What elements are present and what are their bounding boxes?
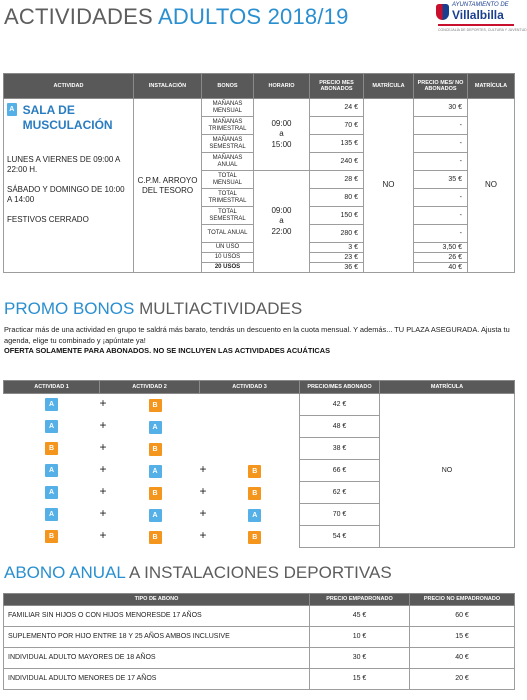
table-row (4, 99, 515, 117)
col-header: MATRÍCULA (380, 381, 515, 394)
col-header: PRECIO/MES ABONADO (300, 381, 380, 394)
plus-sign: + (199, 528, 207, 542)
price-empadronado: 10 € (310, 627, 410, 648)
logo-tagline: CONCEJALÍA DE DEPORTES, CULTURA Y JUVENTUD (438, 28, 527, 32)
horario-full: 09:00 a 22:00 (254, 171, 310, 273)
price-abonado: 70 € (310, 117, 364, 135)
page-title (4, 4, 349, 30)
activity-badge-a: A (45, 420, 58, 433)
price-no-empadronado: 20 € (410, 669, 515, 690)
bono-label: UN USO (202, 243, 254, 253)
title-part2: ADULTOS 2018/19 (158, 4, 349, 29)
col-header: HORARIO (254, 74, 310, 99)
plus-sign: + (99, 506, 107, 520)
plus-sign: + (99, 396, 107, 411)
promo-notice: OFERTA SOLAMENTE PARA ABONADOS. NO SE INCLUYEN LAS ACTIVIDADES ACUÁTICAS (4, 346, 331, 356)
price-abonado: 62 € (300, 482, 380, 504)
price-abonado: 24 € (310, 99, 364, 117)
activity-price-table (3, 73, 515, 273)
price-abonado: 80 € (310, 189, 364, 207)
col-header: PRECIO EMPADRONADO (310, 594, 410, 606)
col-header: PRECIO MES ABONADOS (310, 74, 364, 99)
activity-badge-b: B (248, 465, 261, 478)
bono-label: 20 USOS (202, 263, 254, 273)
table-row (4, 606, 515, 627)
col-header: MATRÍCULA (468, 74, 515, 99)
activity-3-cell (200, 504, 300, 526)
col-header: ACTIVIDAD 1 (4, 381, 100, 394)
activity-badge-a: A (149, 509, 162, 522)
matricula: NO (380, 394, 515, 548)
price-no-abonado: - (414, 117, 468, 135)
col-header: ACTIVIDAD (4, 74, 134, 99)
col-header: ACTIVIDAD 3 (200, 381, 300, 394)
activity-2-cell (100, 438, 200, 460)
col-header: MATRÍCULA (364, 74, 414, 99)
abono-title-part1: ABONO ANUAL (4, 563, 130, 582)
price-no-abonado: - (414, 135, 468, 153)
price-abonado: 3 € (310, 243, 364, 253)
price-abonado: 23 € (310, 253, 364, 263)
plus-sign: + (199, 506, 207, 520)
plus-sign: + (99, 462, 107, 476)
activity-1-cell (4, 394, 100, 416)
plus-sign: + (99, 440, 107, 454)
price-empadronado: 15 € (310, 669, 410, 690)
price-abonado: 28 € (310, 171, 364, 189)
col-header: PRECIO MES/ NO ABONADOS (414, 74, 468, 99)
price-no-abonado: 26 € (414, 253, 468, 263)
activity-badge-a: A (248, 509, 261, 522)
activity-2-cell (100, 394, 200, 416)
matricula-no-abonado: NO (468, 99, 515, 273)
coat-of-arms-icon (436, 4, 449, 20)
villalbilla-logo (436, 2, 527, 36)
plus-sign: + (199, 462, 207, 476)
abono-title-part2: A INSTALACIONES DEPORTIVAS (129, 563, 392, 582)
promo-title-part2: MULTIACTIVIDADES (139, 299, 303, 318)
activity-1-cell (4, 438, 100, 460)
activity-3-cell (200, 438, 300, 460)
table-row (4, 394, 515, 416)
price-no-empadronado: 60 € (410, 606, 515, 627)
activity-badge-a: A (149, 421, 162, 434)
price-abonado: 70 € (300, 504, 380, 526)
horario-morning: 09:00 a 15:00 (254, 99, 310, 171)
activity-3-cell (200, 526, 300, 548)
activity-1-cell (4, 460, 100, 482)
promo-title (4, 299, 302, 319)
activity-badge-b: B (149, 487, 162, 500)
price-no-abonado: - (414, 225, 468, 243)
multiactivity-table (3, 380, 515, 548)
schedule (7, 155, 130, 225)
table-row (4, 627, 515, 648)
bono-label: TOTAL ANUAL (202, 225, 254, 243)
price-no-empadronado: 40 € (410, 648, 515, 669)
price-abonado: 150 € (310, 207, 364, 225)
activity-badge-a: A (7, 103, 17, 116)
activity-2-cell (100, 482, 200, 504)
abono-type: SUPLEMENTO POR HIJO ENTRE 18 Y 25 AÑOS AMBOS INCLUSIVE (4, 627, 310, 648)
col-header: INSTALACIÓN (134, 74, 202, 99)
activity-badge-b: B (149, 531, 162, 544)
col-header: PRECIO NO EMPADRONADO (410, 594, 515, 606)
bono-label: 10 USOS (202, 253, 254, 263)
price-no-empadronado: 15 € (410, 627, 515, 648)
logo-top-text: AYUNTAMIENTO DE (452, 2, 509, 8)
price-empadronado: 30 € (310, 648, 410, 669)
activity-3-cell (200, 482, 300, 504)
plus-sign: + (199, 484, 207, 498)
bono-label: TOTAL TRIMESTRAL (202, 189, 254, 207)
activity-2-cell (100, 504, 200, 526)
table-header-row (4, 381, 515, 394)
price-abonado: 48 € (300, 416, 380, 438)
col-header: BONOS (202, 74, 254, 99)
price-abonado: 42 € (300, 394, 380, 416)
price-abonado: 240 € (310, 153, 364, 171)
schedule-weekdays: LUNES A VIERNES DE 09:00 A 22:00 H. (7, 155, 120, 174)
activity-name: SALA DE MUSCULACIÓN (22, 103, 113, 132)
logo-divider (438, 24, 514, 26)
price-no-abonado: - (414, 189, 468, 207)
price-no-abonado: 35 € (414, 171, 468, 189)
activity-1-cell (4, 526, 100, 548)
activity-2-cell (100, 460, 200, 482)
price-no-abonado: - (414, 153, 468, 171)
activity-3-cell (200, 394, 300, 416)
price-abonado: 38 € (300, 438, 380, 460)
table-row (4, 669, 515, 690)
bono-label: MAÑANAS ANUAL (202, 153, 254, 171)
annual-pass-table (3, 593, 515, 690)
activity-badge-a: A (149, 465, 162, 478)
activity-badge-b: B (248, 531, 261, 544)
promo-text: Practicar más de una actividad en grupo te saldrá más barato, tendrás un descuento en la cuota mensual. Y además... TU PLAZA ASEGURADA. Ajusta tu agenda, elige tu combinado y ¡apúntate ya! (4, 325, 510, 345)
col-header: TIPO DE ABONO (4, 594, 310, 606)
activity-3-cell (200, 416, 300, 438)
bono-label: MAÑANAS SEMESTRAL (202, 135, 254, 153)
table-header-row (4, 74, 515, 99)
matricula-abonado: NO (364, 99, 414, 273)
plus-sign: + (99, 528, 107, 542)
promo-description (4, 325, 510, 357)
schedule-holidays: FESTIVOS CERRADO (7, 215, 89, 224)
promo-title-part1: PROMO BONOS (4, 299, 140, 318)
price-abonado: 135 € (310, 135, 364, 153)
col-header: ACTIVIDAD 2 (100, 381, 200, 394)
price-abonado: 280 € (310, 225, 364, 243)
plus-sign: + (99, 484, 107, 498)
price-no-abonado: 30 € (414, 99, 468, 117)
activity-2-cell (100, 526, 200, 548)
activity-cell (4, 99, 134, 273)
price-abonado: 66 € (300, 460, 380, 482)
activity-badge-b: B (45, 442, 58, 455)
activity-badge-b: B (149, 399, 162, 412)
bono-label: TOTAL SEMESTRAL (202, 207, 254, 225)
activity-badge-a: A (45, 398, 58, 411)
activity-1-cell (4, 504, 100, 526)
activity-badge-b: B (248, 487, 261, 500)
logo-name: Villalbilla (452, 8, 504, 22)
abono-type: FAMILIAR SIN HIJOS O CON HIJOS MENORESDE 17 AÑOS (4, 606, 310, 627)
bono-label: MAÑANAS MENSUAL (202, 99, 254, 117)
activity-3-cell (200, 460, 300, 482)
abono-type: INDIVIDUAL ADULTO MENORES DE 17 AÑOS (4, 669, 310, 690)
price-abonado: 36 € (310, 263, 364, 273)
activity-badge-b: B (45, 530, 58, 543)
activity-badge-a: A (45, 508, 58, 521)
title-part1: ACTIVIDADES (4, 4, 158, 29)
activity-1-cell (4, 416, 100, 438)
activity-2-cell (100, 416, 200, 438)
activity-badge-a: A (45, 486, 58, 499)
price-no-abonado: - (414, 207, 468, 225)
price-no-abonado: 40 € (414, 263, 468, 273)
abono-type: INDIVIDUAL ADULTO MAYORES DE 18 AÑOS (4, 648, 310, 669)
price-empadronado: 45 € (310, 606, 410, 627)
activity-1-cell (4, 482, 100, 504)
table-header-row (4, 594, 515, 606)
bono-label: TOTAL MENSUAL (202, 171, 254, 189)
schedule-weekend: SÁBADO Y DOMINGO DE 10:00 A 14:00 (7, 185, 125, 204)
abono-title (4, 563, 392, 583)
price-no-abonado: 3,50 € (414, 243, 468, 253)
activity-badge-a: A (45, 464, 58, 477)
activity-badge-b: B (149, 443, 162, 456)
installation-cell: C.P.M. ARROYO DEL TESORO (134, 99, 202, 273)
plus-sign: + (99, 418, 107, 432)
bono-label: MAÑANAS TRIMESTRAL (202, 117, 254, 135)
price-abonado: 54 € (300, 526, 380, 548)
table-row (4, 648, 515, 669)
